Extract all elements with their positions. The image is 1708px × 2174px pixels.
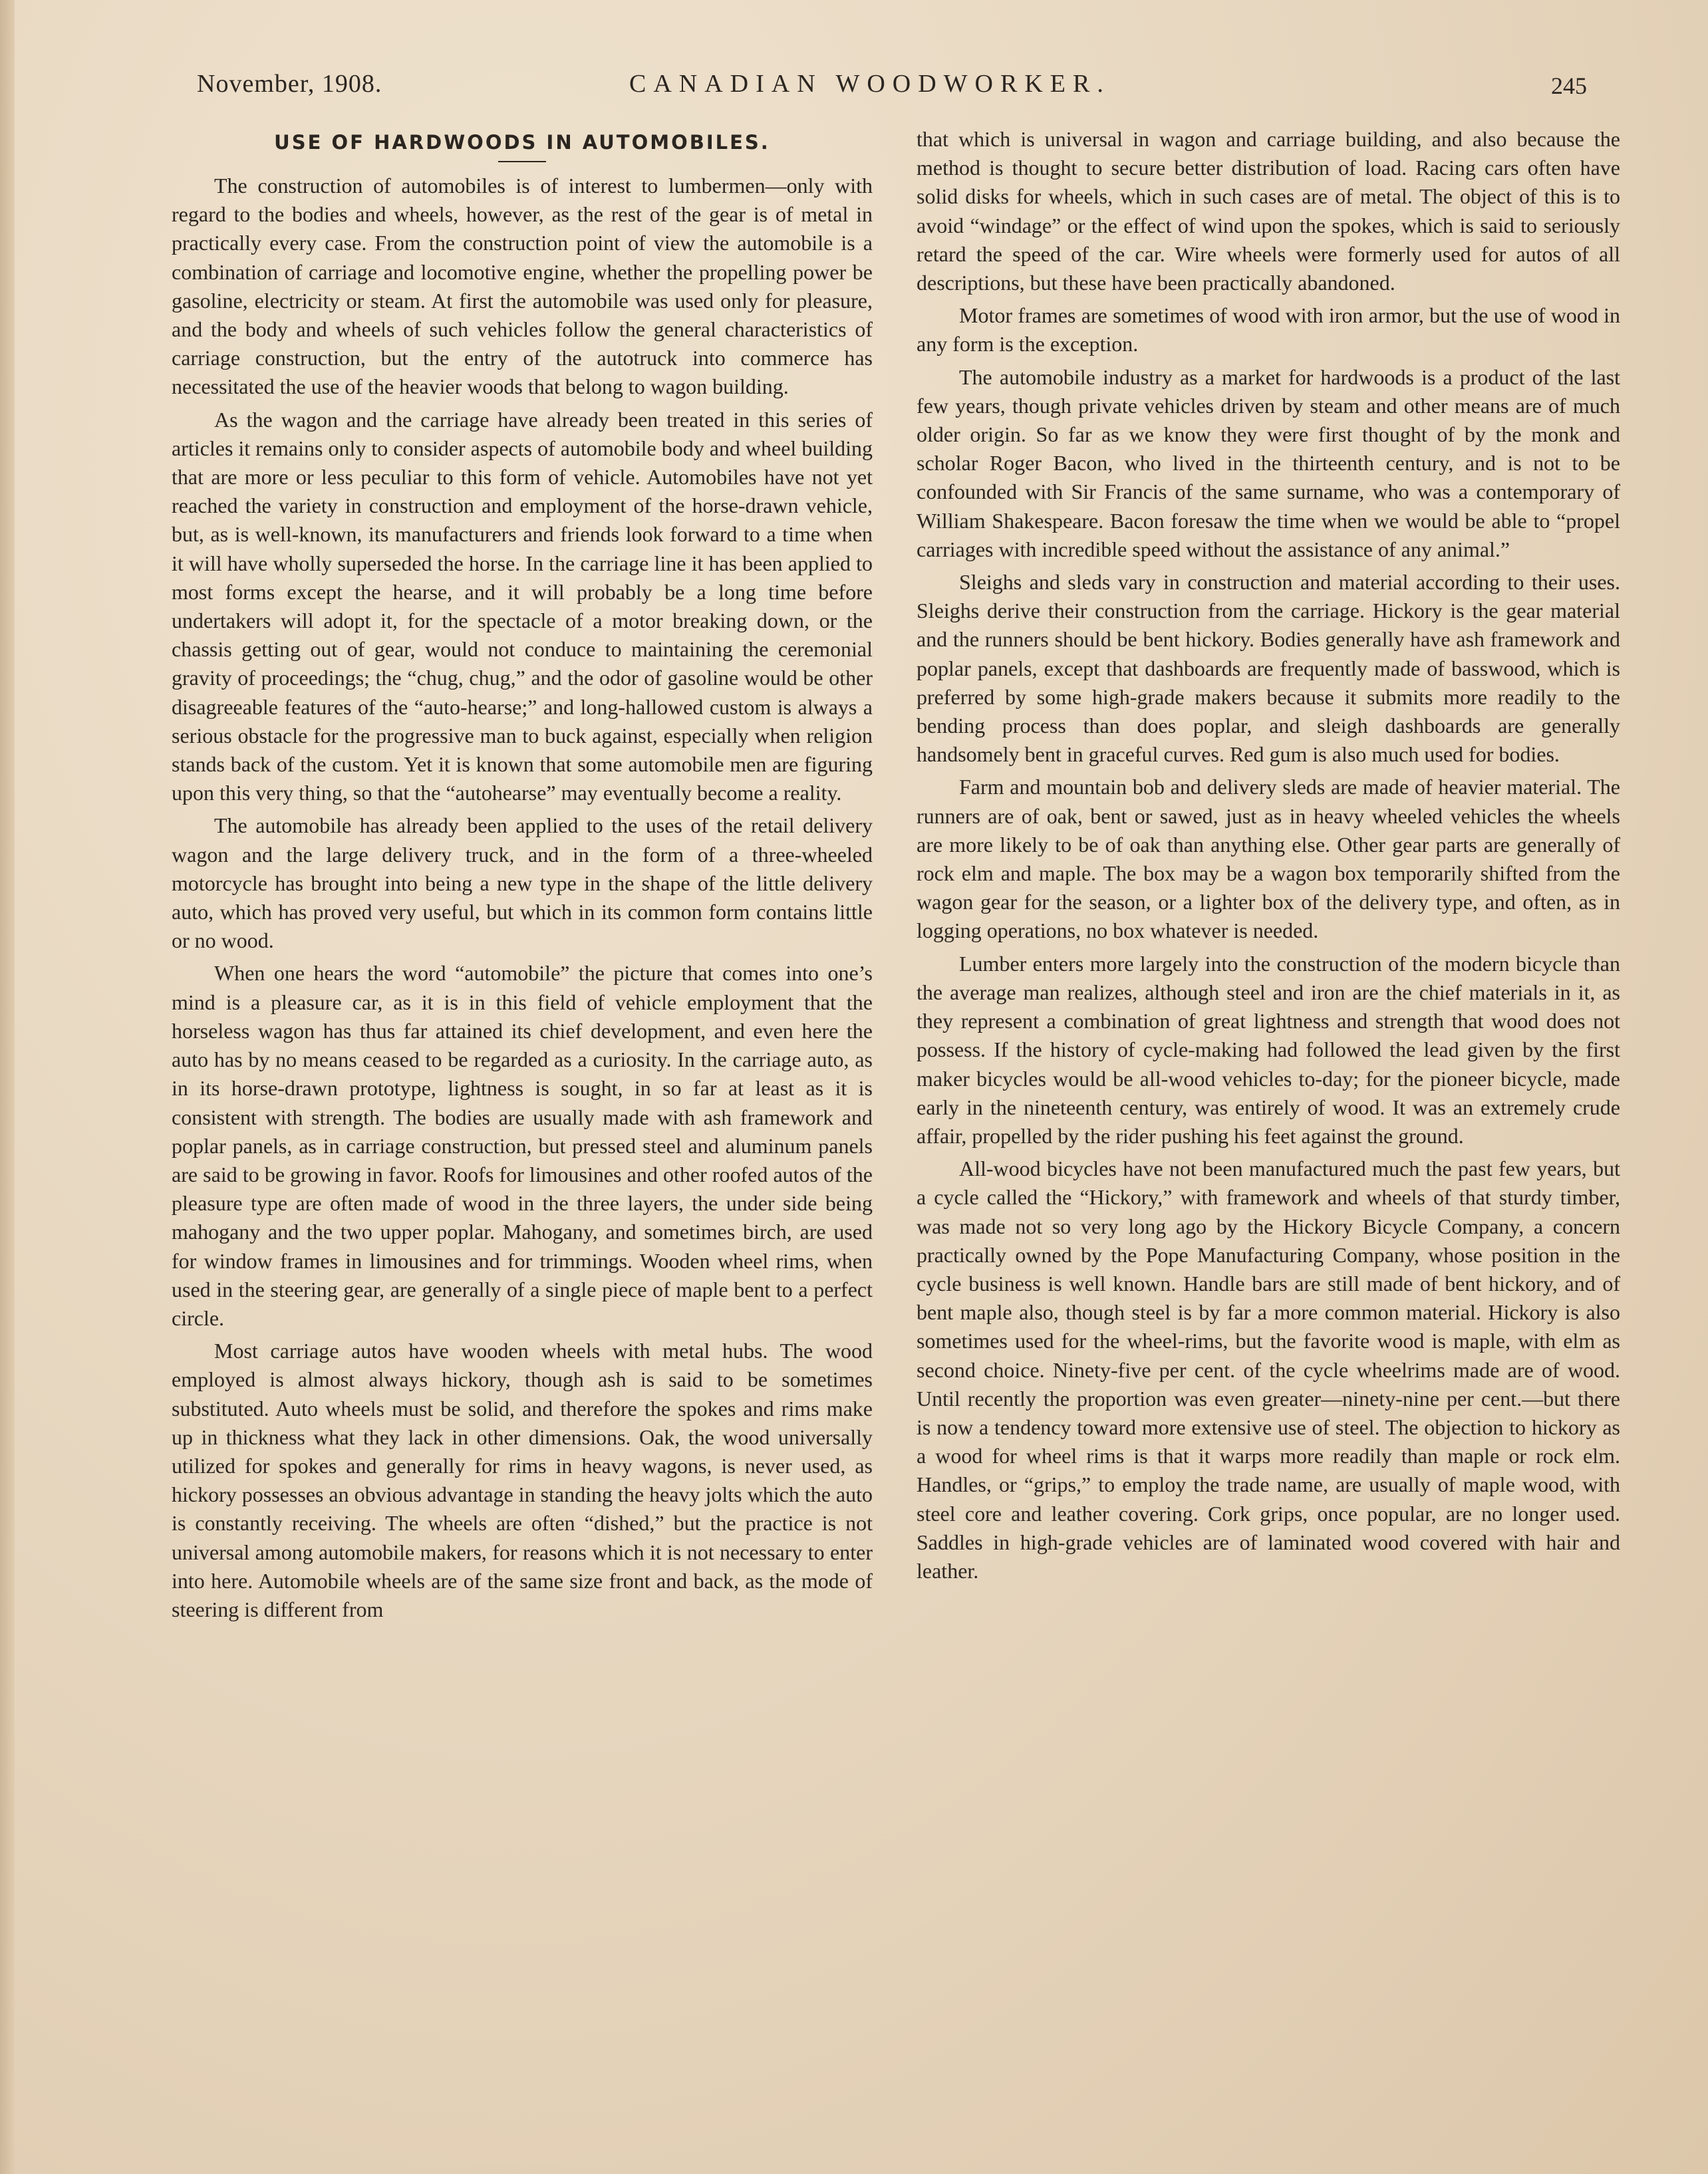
- paragraph-continuation: that which is universal in wagon and carriage building, and also because the method is thought to secure better distribution of load. Racing cars often have solid disks for wheels, which in such cases are of metal. The object of this is to avoid “windage” or the effect of wind upon the spokes, which is said to seriously retard the speed of the car. Wire wheels were formerly used for autos of all descriptions, but these have been practically abandoned.: [917, 127, 1620, 295]
- paragraph: Sleighs and sleds vary in construction and material according to their uses. Sleighs derive their construction from the carriage. Hickory is the gear material and the runners should be bent hickory. Bodies generally have ash framework and poplar panels, except that dashboards are frequently made of basswood, which is preferred by some high-grade makers because it submits more readily to the bending process than does poplar, and sleigh dashboards are generally handsomely bent in graceful curves. Red gum is also much used for bodies.: [917, 570, 1620, 767]
- issue-date: November, 1908.: [197, 70, 382, 98]
- right-column: [917, 125, 1620, 1589]
- title-divider: [498, 161, 546, 162]
- paragraph: The automobile industry as a market for hardwoods is a product of the last few years, though private vehicles driven by steam and other means are of much older origin. So far as we know they were first thought of by the monk and scholar Roger Bacon, who lived in the thirteenth century, and is not to be confounded with Sir Francis of the same surname, who was a contemporary of William Shakespeare. Bacon foresaw the time when we would be able to “propel carriages with incredible speed without the assistance of any animal.”: [917, 364, 1620, 561]
- running-head: [197, 69, 1587, 106]
- paragraph: When one hears the word “automobile” the picture that comes into one’s mind is a pleasure car, as it is in this field of vehicle employment that the horseless wagon has thus far attained its chief development, and even here the auto has by no means ceased to be regarded as a curiosity. In the carriage auto, as in its horse-drawn prototype, lightness is sought, in so far at least as it is consistent with strength. The bodies are usually made with ash framework and poplar panels, as in carriage construction, but pressed steel and aluminum panels are said to be growing in favor. Roofs for limousines and other roofed autos of the pleasure type are often made of wood in the three layers, the under side being mahogany and the two upper poplar. Mahogany, and sometimes birch, are used for window frames in limousines and for trimmings. Wooden wheel rims, when used in the steering gear, are generally of a single piece of maple bent to a perfect circle.: [172, 961, 873, 1330]
- paragraph: All-wood bicycles have not been manufactured much the past few years, but a cycle called the “Hickory,” with framework and wheels of that sturdy timber, was made not so very long ago by the Hickory Bicycle Company, a concern practically owned by the Pope Manufacturing Company, whose position in the cycle business is well known. Handle bars are still made of bent hickory, and of bent maple also, though steel is by far a more common material. Hickory is also sometimes used for the wheel-rims, but the favorite wood is maple, with elm as second choice. Ninety-five per cent. of the cycle wheelrims made are of wood. Until recently the proportion was even greater—ninety-nine per cent.—but there is now a tendency toward more extensive use of steel. The objection to hickory as a wood for wheel rims is that it warps more readily than maple or rock elm. Handles, or “grips,” to employ the trade name, are usually of maple wood, with steel core and leather covering. Cork grips, once popular, are no longer used. Saddles in high-grade vehicles are of laminated wood covered with hair and leather.: [917, 1156, 1620, 1583]
- paragraph: Most carriage autos have wooden wheels with metal hubs. The wood employed is almost always hickory, though ash is said to be sometimes substituted. Auto wheels must be solid, and therefore the spokes and rims make up in thickness what they lack in other dimensions. Oak, the wood universally utilized for spokes and generally for rims in heavy wagons, is never used, as hickory possesses an obvious advantage in standing the heavy jolts which the auto is constantly receiving. The wheels are often “dished,” but the practice is not universal among automobile makers, for reasons which it is not necessary to enter into here. Automobile wheels are of the same size front and back, as the mode of steering is different from: [172, 1339, 873, 1621]
- paragraph: Farm and mountain bob and delivery sleds are made of heavier material. The runners are of oak, bent or sawed, just as in heavy wheeled vehicles the wheels are more likely to be of oak than anything else. Other gear parts are generally of rock elm and maple. The box may be a wagon box temporarily shifted from the wagon gear for the season, or a lighter box of the delivery type, and often, as in logging operations, no box whatever is needed.: [917, 775, 1620, 943]
- article-title: USE OF HARDWOODS IN AUTOMOBILES.: [274, 131, 770, 154]
- left-column: [172, 125, 873, 1628]
- page-binding-edge: [0, 0, 15, 2174]
- paragraph: As the wagon and the carriage have already been treated in this series of articles it remains only to consider aspects of automobile body and wheel building that are more or less peculiar to this form of vehicle. Automobiles have not yet reached the variety in construction and employment of the horse-drawn vehicle, but, as is well-known, its manufacturers and friends look forward to a time when it will have wholly superseded the horse. In the carriage line it has been applied to most forms except the hearse, and it will probably be a long time before undertakers will adopt it, for the spectacle of a motor breaking down, or the chassis getting out of gear, would not conduce to maintaining the ceremonial gravity of proceedings; the “chug, chug,” and the odor of gasoline would be other disagreeable features of the “auto-hearse;” and long-hallowed custom is always a serious obstacle for the progressive man to buck against, especially when religion stands back of the custom. Yet it is known that some automobile men are figuring upon this very thing, so that the “autohearse” may eventually become a reality.: [172, 407, 873, 805]
- paragraph: The construction of automobiles is of interest to lumbermen—only with regard to the bodies and wheels, however, as the rest of the gear is of metal in practically every case. From the construction point of view the automobile is a combination of carriage and locomotive engine, whether the propelling power be gasoline, electricity or steam. At first the automobile was used only for pleasure, and the body and wheels of such vehicles follow the general characteristics of carriage construction, but the entry of the autotruck into commerce has necessitated the use of the heavier woods that belong to wagon building.: [172, 174, 873, 399]
- paragraph: Motor frames are sometimes of wood with iron armor, but the use of wood in any form is the exception.: [917, 303, 1620, 356]
- paragraph: The automobile has already been applied to the uses of the retail delivery wagon and the large delivery truck, and in the form of a three-wheeled motorcycle has brought into being a new type in the shape of the little delivery auto, which has proved very useful, but which in its common form contains little or no wood.: [172, 813, 873, 953]
- publication-title: CANADIAN WOODWORKER.: [629, 70, 1111, 98]
- paragraph: Lumber enters more largely into the construction of the modern bicycle than the average man realizes, although steel and iron are the chief materials in it, as they represent a combination of great lightness and strength that wood does not possess. If the history of cycle-making had followed the lead given by the first maker bicycles would be all-wood vehicles to-day; for the pioneer bicycle, made early in the nineteenth century, was entirely of wood. It was an extremely crude affair, propelled by the rider pushing his feet against the ground.: [917, 951, 1620, 1148]
- page-number: 245: [1551, 72, 1587, 99]
